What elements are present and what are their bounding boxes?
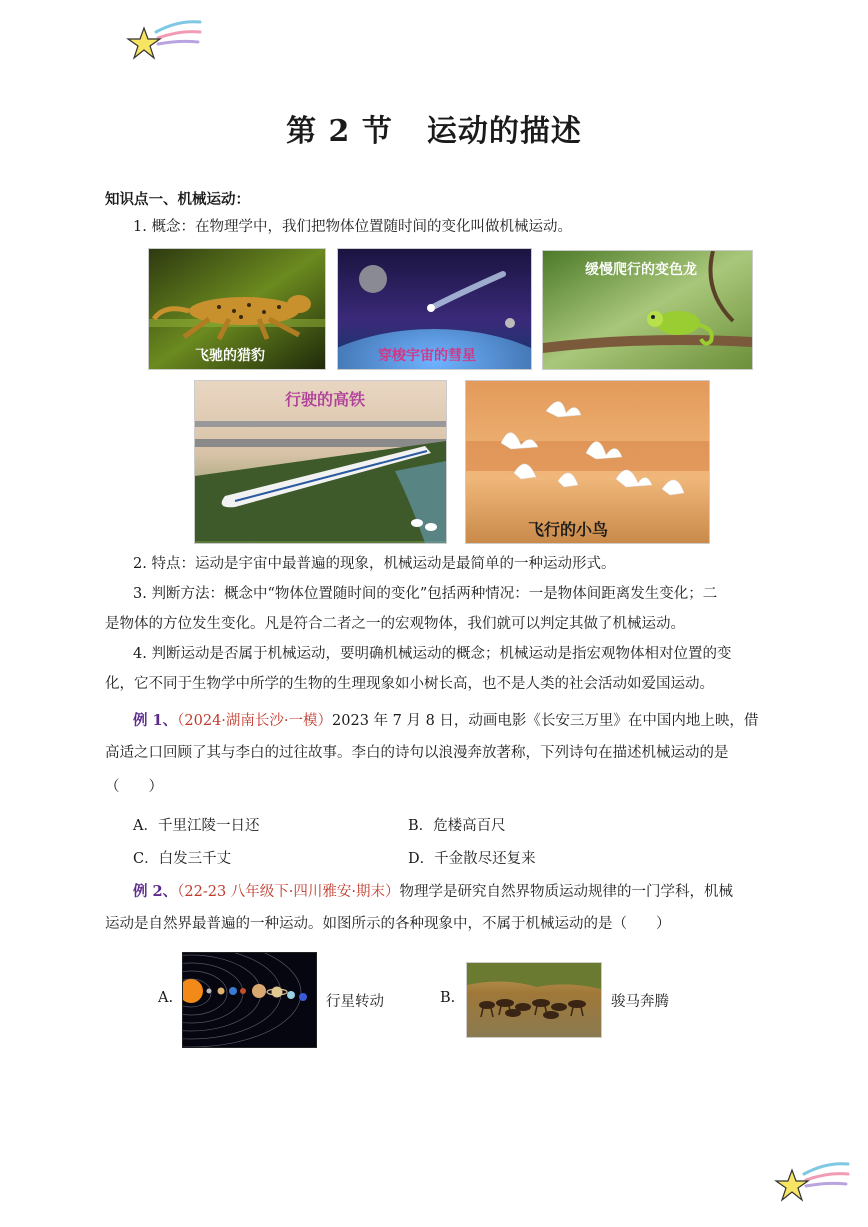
example-1-text: 2023 年 7 月 8 日，动画电影《长安三万里》在中国内地上映，借 <box>332 713 759 729</box>
image-caption: 飞行的小鸟 <box>528 520 609 539</box>
horses-image[interactable] <box>466 962 602 1038</box>
section-title: 运动的描述 <box>426 114 582 149</box>
point-4-line-1: 4. 判断运动是否属于机械运动，要明确机械运动的概念；机械运动是指宏观物体相对位置的变 <box>133 646 732 662</box>
option-c[interactable]: C．白发三千丈 <box>133 851 232 867</box>
image-caption: 穿梭宇宙的彗星 <box>378 348 476 364</box>
birds-image <box>465 380 710 544</box>
example-2-text-line-2: 运动是自然界最普遍的一种运动。如图所示的各种现象中，不属于机械运动的是（ ） <box>105 916 671 932</box>
example-2-text: 物理学是研究自然界物质运动规律的一门学科，机械 <box>399 884 734 900</box>
point-1: 1. 概念：在物理学中，我们把物体位置随时间的变化叫做机械运动。 <box>133 219 572 235</box>
option-d[interactable]: D．千金散尽还复来 <box>408 851 536 867</box>
option-a-letter[interactable]: A. <box>158 990 174 1006</box>
image-caption: 飞驰的猎豹 <box>195 348 265 364</box>
image-caption: 缓慢爬行的变色龙 <box>585 262 697 278</box>
example-1-label: 例 1、 <box>133 712 178 729</box>
example-1-text-line-2: 高适之口回顾了其与李白的过往故事。李白的诗句以浪漫奔放著称，下列诗句在描述机械运动的是 <box>105 745 729 761</box>
train-image <box>194 380 447 544</box>
cheetah-image <box>148 248 326 370</box>
image-caption: 行驶的高铁 <box>285 390 366 409</box>
page-title <box>0 106 868 150</box>
point-3-line-2: 是物体的方位发生变化。凡是符合二者之一的宏观物体，我们就可以判定其做了机械运动。 <box>105 616 685 632</box>
comet-image <box>337 248 532 370</box>
example-1-stem <box>133 711 758 731</box>
option-a-caption: 行星转动 <box>326 994 384 1010</box>
knowledge-heading: 知识点一、机械运动： <box>105 191 250 208</box>
solar-system-image[interactable] <box>182 952 317 1048</box>
chameleon-image <box>542 250 753 370</box>
section-number: 第 2 节 <box>286 114 393 149</box>
example-1-source: （2024·湖南长沙·一模） <box>177 713 333 729</box>
point-4-line-2: 化，它不同于生物学中所学的生物的生理现象如小树长高，也不是人类的社会活动如爱国运动。 <box>105 676 714 692</box>
example-2-stem <box>133 882 733 902</box>
option-b-letter[interactable]: B. <box>440 990 456 1006</box>
example-1-answer-bracket: （ ） <box>105 779 163 795</box>
shooting-star-icon <box>126 18 202 64</box>
option-b[interactable]: B．危楼高百尺 <box>408 818 506 834</box>
option-a[interactable]: A．千里江陵一日还 <box>133 818 260 834</box>
example-2-source: （22-23 八年级下·四川雅安·期末） <box>177 884 400 900</box>
option-b-caption: 骏马奔腾 <box>611 994 669 1010</box>
example-2-label: 例 2、 <box>133 883 178 900</box>
point-2: 2. 特点：运动是宇宙中最普遍的现象，机械运动是最简单的一种运动形式。 <box>133 556 616 572</box>
shooting-star-icon <box>774 1160 850 1206</box>
point-3-line-1: 3. 判断方法：概念中“物体位置随时间的变化”包括两种情况：一是物体间距离发生变化；二 <box>133 586 718 602</box>
